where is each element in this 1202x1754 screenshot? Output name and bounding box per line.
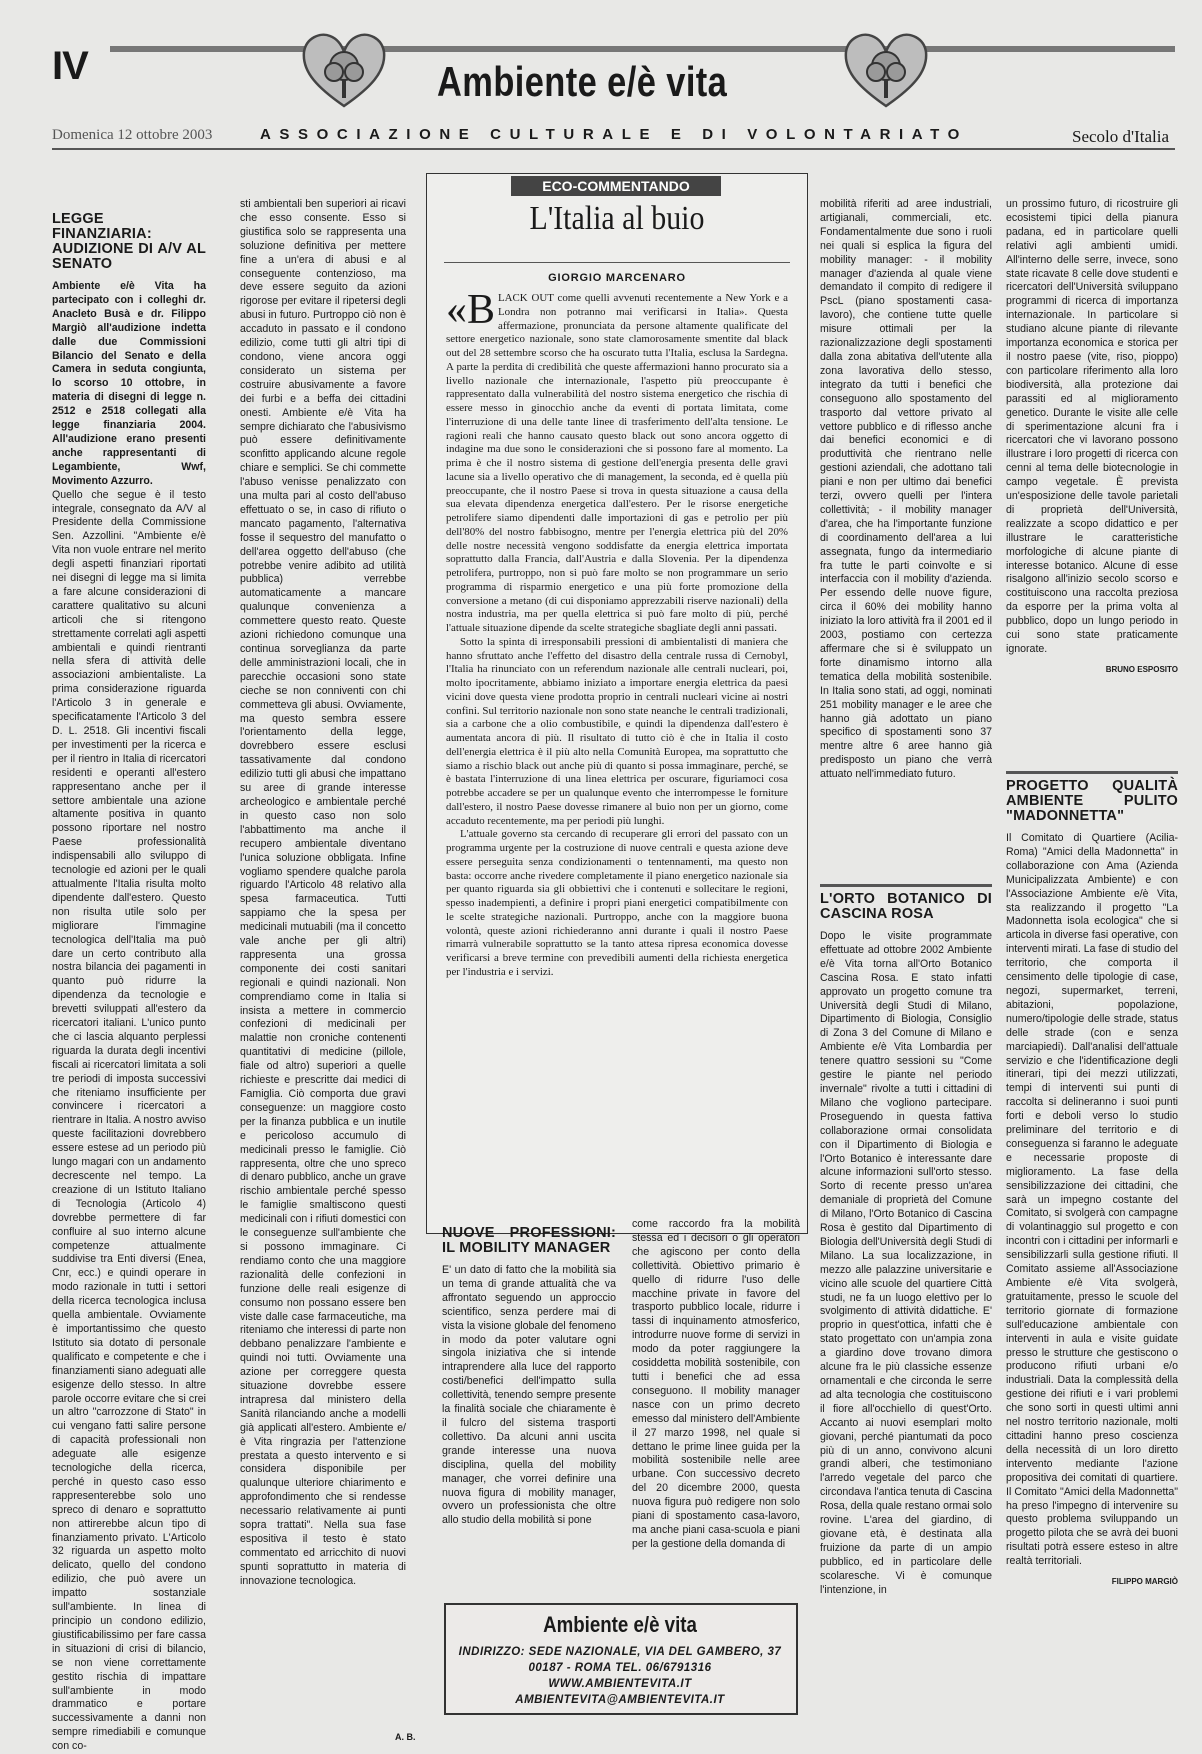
madonnetta-signature: FILIPPO MARGIÒ xyxy=(1111,1577,1178,1587)
editorial-body xyxy=(446,287,788,1227)
mobility-col-right xyxy=(820,198,992,878)
editorial-paragraph-3: L'attuale governo sta cercando di recuperare gli errori del passato con un programma urgente per la costruzione di nuove centrali e questa azione deve essere perseguita senza condizionamenti o tentennamenti, ma questo non basta: occorre anche rivedere completamente il piano energetico nazionale sia per quanto riguarda sia gli obbiettivi che i contenuti e sollecitare le regioni, spesso inadempienti, a definire i propri piani energetici compatibilmente con le scelte strategiche nazionali. Purtroppo, anche con la maggiore buona volontà, queste azioni richiederanno anni durante i quali il nostro Paese rimarrà vulnerabile soprattutto se la tanto attesa ripresa economica dovesse verificarsi a breve termine con prevedibili aumenti della richiesta energetica per l'industria e i servizi. xyxy=(446,828,788,978)
section-tag: ECO-COMMENTANDO xyxy=(511,176,721,196)
section-rule xyxy=(820,884,992,887)
contact-website[interactable]: WWW.AMBIENTEVITA.IT xyxy=(548,1678,692,1690)
mobility-col-mid xyxy=(632,1218,800,1598)
header-bottom-rule xyxy=(52,148,1175,150)
orto-continued-column xyxy=(1006,198,1178,766)
page-number: IV xyxy=(52,44,88,88)
mobility-body-1: E' un dato di fatto che la mobilità sia un tema di grande attualità che va affrontato seguendo un approccio scientifico, senza perdere mai di vista la visione globale del fenomeno in modo da poter valutare ogni singola iniziativa che si intende intraprendere alla luce del rapporto costi/benefici dell'impatto sulla collettività, tenendo sempre presente la finalità sociale che chiaramente è il fulcro del sistema trasporti collettivo. Da alcuni anni uscita grande interesse una nuova disciplina, quella del mobility manager, che vorrei definire una nuova figura di mobility manager, ovvero un professionista che oltre allo studio della mobilità si pone xyxy=(442,1264,616,1527)
article-legge-col1 xyxy=(52,211,206,1753)
orto-body: Dopo le visite programmate effettuate ad ottobre 2002 Ambiente e/è Vita torna all'Orto Botanico Cascina Rosa. E stato infatti approvato un progetto comune tra Università degli Studi di Milano, Dipartimento di Biologia, Consiglio di Zona 3 del Comune di Milano e Ambiente e/è Vita Lombardia per tenere quattro sessioni su "Come gestire le piante nel periodo invernale" rivolte a tutti i cittadini di Milano che vogliono partecipare. Proseguendo in questa fattiva collaborazione ormai consolidata con il Dipartimento di Biologia e l'Orto Botanico è interessante dare alcune informazioni sull'orto stesso. Sorto di recente presso un'area demaniale di proprietà del Comune di Milano, l'Orto Botanico di Cascina Rosa è gestito dal Dipartimento di Biologia dell'Università degli Studi di Milano. La sua localizzazione, in mezzo alle palazzine universitarie e vicino alle scuole del quartiere Città studi, ne fa un luogo elettivo per lo svolgimento di attività didattiche. E' proprio in quest'ottica, infatti che è stato progettato con un'ampia zona a giardino dove trovano dimora alcune fra le più classiche essenze ornamentali e che circonda le serre ad alta tecnologia che costituiscono il fiore all'occhiello di quest'Orto. Accanto ai nuovi esemplari molto giovani, perché piantumati da poco più di un anno, convivono alcuni grandi alberi, che testimoniano l'arredo vegetale del parco che circondava l'antica tenuta di Cascina Rosa, della quale restano ormai solo rovine. L'area del giardino, di giovane età, è destinata alla fruizione da parte di un ampio pubblico, ed in particolare delle scolaresche. Vi è comunque l'intenzione, in xyxy=(820,930,992,1596)
editorial-title: L'Italia al buio xyxy=(529,200,705,237)
contact-box-title: Ambiente e/è vita xyxy=(543,1612,697,1637)
orto-signature: BRUNO ESPOSITO xyxy=(1105,664,1178,674)
article-intro: Ambiente e/è Vita ha partecipato con i colleghi dr. Anacleto Busà e dr. Filippo Margiò all'audizione indetta dalle due Commissioni Bilancio del Senato e della Camera in seduta congiunta, lo scorso 10 ottobre, in materia di disegni di legge n. 2512 e 2518 collegati alla legge finanziaria 2004. All'audizione erano presenti anche rappresentanti di Legambiente, Wwf, Movimento Azzurro. xyxy=(52,280,206,487)
contact-phone: 00187 - ROMA TEL. 06/6791316 xyxy=(528,1662,712,1674)
article-legge-col2 xyxy=(240,198,406,1728)
heart-tree-logo-right xyxy=(840,28,932,114)
section-rule-2 xyxy=(1006,771,1178,774)
heart-tree-logo-left xyxy=(298,28,390,114)
mobility-body-2: come raccordo fra la mobilità stessa ed i decisori o gli operatori che agiscono per conto della collettività. Obiettivo primario è quello di ridurre l'uso delle macchine private in favore del trasporto pubblico locale, ridurre i tassi di inquinamento atmosferico, introdurre nuove forme di servizi in modo da poter raggiungere la cosiddetta mobilità sostenibile, con tutti i benefici che ad essa conseguono. Il mobility manager nasce con un primo decreto emesso dal ministero dell'Ambiente il 27 marzo 1998, nel quale si dettano le prime linee guida per la mobilità sostenibile nelle aree urbane. Con successivo decreto del 20 dicembre 2000, questa nuova figura può redigere non solo piani di spostamento casa-lavoro, ma anche piani casa-scuola e piani per la gestione della domanda di xyxy=(632,1218,800,1550)
madonnetta-heading: PROGETTO QUALITÀ AMBIENTE PULITO "MADONNETTA" xyxy=(1006,778,1178,824)
article-signature: A. B. xyxy=(395,1732,416,1742)
orto-heading: L'ORTO BOTANICO DI CASCINA ROSA xyxy=(820,891,992,922)
masthead-title: Ambiente e/è vita xyxy=(437,58,728,105)
editorial-paragraph-1: LACK OUT come quelli avvenuti recentemente a New York e a Londra non potranno mai verificarsi in Italia». Questa affermazione, pronunciata da persone altamente qualificate del settore energetico nazionale, sono state clamorosamente smentite dal black out del 28 settembre scorso che ha oscurato tutta l'Italia, esclusa la Sardegna. A parte la perdita di credibilità che queste affermazioni hanno procurato sia a livello nazionale che internazionale, l'aspetto più preoccupante è rappresentato dalla vulnerabilità del nostro sistema energetico che rischia di essere messo in ginocchio anche da eventi di portata limitata, come l'interruzione di una delle tante linee di trasferimento dell'alta tensione. Le ragioni reali che hanno causato questo black out sono ancora oggetto di indagine ma due sono le considerazioni che si possono fare al momento. La prima è che il nostro sistema di gestione dell'energia presenta delle gravi lacune sia a livello operativo che di management, la seconda, ed è quella più preoccupante, che il nostro Paese si trova in questa situazione a causa della sua elevata dipendenza energetica dall'estero. Per le risorse energetiche petrolifere siamo dipendenti dalle importazioni di gas e petrolio per più dell'80% del nostro fabbisogno, mentre per l'energia elettrica più del 20% delle nostre necessità vengono soddisfatte da energia elettrica importata soprattutto dalla Francia, dall'Austria e dalla Slovenia. Per la dipendenza petrolifera, purtroppo, non si può fare molto se non programmare un serio programma di risparmio energetico e una più forte promozione della conversione a metano (di cui disponiamo apprezzabili riserve nazionali) della nostra industria, ma per quella elettrica si può fare molto di più, perché l'attuale situazione dipende da scelte strategiche sbagliate degli anni passati. xyxy=(446,292,788,634)
header-rule xyxy=(110,46,1175,52)
contact-email[interactable]: AMBIENTEVITA@AMBIENTEVITA.IT xyxy=(515,1694,725,1706)
orto-column xyxy=(820,892,992,1740)
editorial-paragraph-2: Sotto la spinta di irresponsabili pressioni di ambientalisti di maniera che hanno sfruttato anche l'effetto del disastro della centrale russa di Cernobyl, l'Italia ha rinunciato con un referendum nazionale alle centrali nucleari, poi, molto ipocritamente, abbiamo iniziato a importare energia elettrica da paesi vicini dove questa viene prodotta proprio in centrali nucleari vicine ai nostri confini. Sul territorio nazionale non sono state neanche le centrali tradizionali, sia a carbone che a olio combustibile, e quindi la dipendenza dall'estero è aumentata ancora di più. Il risultato di tutto ciò è che in Italia il costo dell'energia elettrica è il più alto nella Comunità Europea, ma soprattutto che siamo a rischio black out anche più di quanto si possa immaginare, perché, se è bastata l'interruzione di una linea elettrica per oscurare, figuriamoci cosa potrebbe accadere se per un qualunque evento che interrompesse le forniture dall'estero, il nostro Paese dovesse rimanere al buio non per un giorno, come accaduto recentemente, ma per periodi più lunghi. xyxy=(446,635,788,827)
madonnetta-body: Il Comitato di Quartiere (Acilia-Roma) "Amici della Madonnetta" in collaborazione con Ama (Azienda Municipalizzata Ambiente) e con l'Associazione Ambiente e/è Vita, sta realizzando il progetto "La Madonnetta isola ecologica" che si articola in diverse fasi operative, con interventi mirati. La fase di studio del territorio, che comporta il censimento delle tipologie di case, negozi, supermarket, terreni, abitazioni, popolazione, numero/tipologie delle strade, status delle strade (con e senza marciapiedi). Dall'analisi dell'attuale servizio e che l'identificazione degli itinerari, tipi dei mezzi utilizzati, tempi di interventi sui punti di raccolta si delineranno i suoi punti forti e deboli verso lo studio preliminare del territorio e di conseguenza si faranno le adeguate e necessarie proposte di miglioramento. La fase della sensibilizzazione dei cittadini, che sarà un impegno costante del Comitato, si svolgerà con campagne di volantinaggio sul progetto e con incontri con i cittadini per informarli e sensibilizzarli sulla gestione rifiuti. Il Comitato assieme all'Associazione Ambiente e/è Vita svolgerà, gratuitamente, presso le scuole del territorio giornate di formazione sull'educazione ambientale con interventi in aula e visite guidate presso le strutture che gestiscono o producono rifiuti urbani e/o industriali. Data la complessità della gestione dei rifiuti e i vari problemi che sono sorti in questi ultimi anni nel nostro territorio nazionale, molti cittadini hanno preso coscienza della necessità di un loro diretto intervento mediante l'azione propositiva dei comitati di quartiere. Il Comitato "Amici della Madonnetta" ha preso l'impegno di intervenire su questo problema sviluppando un progetto pilota che se avrà dei buoni risultati potrà essere esteso in altre realtà territoriali. xyxy=(1006,832,1178,1568)
mobility-body-3: mobilità riferiti ad aree industriali, artigianali, commerciali, etc. Fondamentalmente due sono i ruoli nei quali si esplica la figura del mobility manager: - il mobility manager d'azienda al quale viene demandato il compito di redigere il PscL (piano spostamenti casa-lavoro), che contiene tutte quelle misure ottimali per la razionalizzazione degli spostamenti dalla zona abitativa dell'utente alla zona lavorativa dello stesso, integrato da tutti i benefici che conseguono allo spostamento del trasporto dal vettore privato al vettore pubblico e di riflesso anche dai benefici economici e di produttività che rientrano nelle gestioni aziendali, che adottano tali piani e non per ultimo dai benefici terzi, ovvero quelli per l'intera collettività; - il mobility manager d'area, che ha l'importante funzione di coordinamento dell'area a lui assegnata, fungo da intermediario fra tutte le parti coinvolte e si interfaccia con il mobility d'azienda. Per essendo delle nuove figure, circa il 60% dei mobility hanno iniziato la loro attività fra il 2001 ed il 2003, postiamo con certezza affermare che si è sviluppato un forte dinamismo intorno alla tematica della mobilità sostenibile. In Italia sono stati, ad oggi, nominati 251 mobility manager e le aree che hanno già adottato un piano specifico di spostamenti sono 37 mentre altre 6 aree hanno già predisposto un piano che verrà attuato nell'immediato futuro. xyxy=(820,198,992,781)
madonnetta-column xyxy=(1006,779,1178,1744)
editorial-author: GIORGIO MARCENARO xyxy=(548,272,686,284)
newspaper-name: Secolo d'Italia xyxy=(1072,127,1170,146)
mobility-heading: NUOVE PROFESSIONI: IL MOBILITY MANAGER xyxy=(442,1225,616,1256)
article-heading: LEGGE FINANZIARIA: AUDIZIONE DI A/V AL SENATO xyxy=(52,211,206,272)
article-body-continued: sti ambientali ben superiori ai ricavi che esso consente. Esso si giustifica solo se rappresenta una soluzione definitiva per mettere fine a un'era di abusi e al conseguente contenzioso, ma deve essere seguito da azioni rigorose per evitare il ripetersi degli abusi in futuro. Purtroppo ciò non è accaduto in passato e il condono edilizio, come tutti gli altri tipi di condono, viene ancora oggi considerato un sistema per costruire abusivamente a favore dei furbi e a beffa dei cittadini onesti. Ambiente e/è Vita ha sempre dichiarato che l'abusivismo può essere definitivamente sconfitto applicando alcune regole chiare e semplici. Se chi commette l'abuso venisse penalizzato con una multa pari al costo dell'abuso effettuato o se, in caso di rifiuto o mancato pagamento, l'alternativa fosse il sequestro del manufatto o dell'area oggetto dell'abuso (che potrebbe venire adibito ad utilità pubblica) verrebbe automaticamente a mancare qualunque convenienza a commettere questo reato. Queste azioni richiedono comunque una continua sorveglianza da parte delle amministrazioni locali, che in parecchie occasioni sono state cieche se non conniventi con chi commetteva gli abusi. Ovviamente, ma questo sembra essere l'orientamento della legge, dovrebbero essere esclusi tassativamente dal condono edilizio tutti gli abusi che impattano su aree di grande interesse archeologico e ambientale perché in questo caso non solo l'abbattimento ma anche il recupero ambientale diventano l'unica soluzione obbligata. Infine vogliamo spendere qualche parola riguardo l'Articolo 48 relativo alla spesa farmaceutica. Tutti sappiamo che la spesa per medicinali mutuabili (ma il concetto vale anche per gli altri) rappresenta una grossa componente dei costi sanitari regionali e quindi nazionali. Non comprendiamo come in Italia si insista a mettere in commercio confezioni di medicinali per malattie non croniche contenenti quantitativi di medicine (pillole, fiale od altro) superiori a quelle richieste e prescritte dai medici di Famiglia. Ciò comporta due gravi conseguenze: un maggiore costo per la finanza pubblica e un inutile e pericoloso accumulo di medicinali presso le famiglie. Ciò rappresenta, oltre che uno spreco di denaro pubblico, anche un grave rischio ambientale perché spesso le famiglie smaltiscono questi medicinali con i rifiuti domestici con le conseguenze sull'ambiente che si possono immaginare. Ci rendiamo conto che una maggiore razionalità delle confezioni in funzione delle reali esigenze di consumo non possano essere ben viste dalle case farmaceutiche, ma riteniamo che interessi di parte non debbano penalizzare l'ambiente e quindi noi tutti. Ovviamente una azione per correggere questa situazione dovrebbe essere intrapresa dal ministero della Sanità rilanciando anche a modelli già applicati all'estero. Ambiente e/è Vita ringrazia per l'attenzione prestata a questo intervento e si considera disponibile per qualunque ulteriore chiarimento e approfondimento che si rendesse necessario relativamente ai punti sopra trattati". Nella sua fase espositiva il testo è stato commentato ed arricchito di nuovi spunti soprattutto in materia di innovazione tecnologica. xyxy=(240,198,406,1587)
association-banner: ASSOCIAZIONE CULTURALE E DI VOLONTARIATO xyxy=(260,126,968,143)
contact-address: INDIRIZZO: SEDE NAZIONALE, VIA DEL GAMBERO, 37 xyxy=(458,1646,782,1658)
orto-body-continued: un prossimo futuro, di ricostruire gli ecosistemi tipici della pianura padana, ed in particolare quelli relativi agli ambienti umidi. All'interno delle serre, invece, sono state ricavate 8 celle dove studenti e ricercatori dell'Università sviluppano programmi di ricerca di importanza internazionale. In particolare si studiano alcune piante di rilevante importanza economica e storica per il nostro paese (vite, riso, pioppo) con particolare riferimento alla loro biodiversità, alla protezione dai parassiti ed al miglioramento genetico. Durante le visite alle celle di sperimentazione alcuni fra i ricercatori che vi lavorano possono illustrare i loro progetti di ricerca con cenni al tema delle biotecnologie in campo vegetale. È prevista un'esposizione delle tavole parietali di proprietà dell'Università, realizzate a scopo didattico e per illustrare le caratteristiche morfologiche di alcune piante di interesse botanico. Alcune di esse risalgono all'inizio secolo scorso e costituiscono una raccolta preziosa da esporre per la prima volta al pubblico, dopo un lungo periodo in cui sono state praticamente ignorate. xyxy=(1006,198,1178,655)
dateline: Domenica 12 ottobre 2003 xyxy=(52,127,213,143)
article-body: Quello che segue è il testo integrale, consegnato da A/V al Presidente della Commissione Sen. Azzollini. "Ambiente e/è Vita non vuole entrare nel merito degli aspetti finanziari riportati nei disegni di legge ma si limita a fare alcune considerazioni di carattere qualitativo su alcuni articoli che si ritengono strettamente correlati agli aspetti ambientali e quindi rientranti nella sfera di attività delle associazioni ambientaliste. La prima considerazione riguarda l'Articolo 3 in generale e specificatamente l'Articolo 3 del D. L. 2518. Gli incentivi fiscali per investimenti per la ricerca e per il rientro in Italia di ricercatori residenti e operanti all'estero rappresentano anche per il settore ambientale una azione altamente positiva in quanto possono riportare nel nostro Paese professionalità indispensabili allo sviluppo di tecnologie ed azioni per le quali attualmente l'Italia risulta molto dipendente dall'estero. Questo non risulta utile solo per migliorare l'immagine tecnologica dell'Italia ma può dare un certo contributo alla nostra bilancia dei pagamenti in quanto può ridurre la dipendenza da tecnologie e brevetti sviluppati all'estero da ricercatori italiani. L'unico punto che ci lascia alquanto perplessi riguarda la durata degli incentivi fiscali ai ricercatori limitata a soli tre periodi di imposta successivi che riteniamo insufficiente per convincere i ricercatori a rientrare in Italia. A nostro avviso queste facilitazioni dovrebbero essere estese ad un periodo più lungo magari con un andamento decrescente nel tempo. La creazione di un Istituto Italiano di Tecnologia (Articolo 4) dovrebbe permettere di far confluire al suo interno alcune competenze attualmente suddivise tra Enti diversi (Enea, Cnr, ecc.) e quindi operare in modo razionale in tutti i settori della ricerca tecnologica inclusa quella ambientale. Ovviamente è importantissimo che questo Istituto sia dotato di personale qualificato e competente e che i finanziamenti siano adeguati alle esigenze dello stesso. In altre parole occorre evitare che si crei un altro "carrozzone di Stato" in cui vengano fatti salire persone di capacità professionali non adeguate alle esigenze tecnologiche della ricerca, perché in questo caso esso rappresenterebbe solo uno spreco di denaro e soprattutto non attirerebbe alcun tipo di finanziamento privato. L'Articolo 32 riguarda un aspetto molto delicato, quello del condono edilizio, che può avere un impatto sostanziale sull'ambiente. In linea di principio un condono edilizio, giustificabilissimo per fare cassa in situazioni di crisi di bilancio, se non viene correttamente gestito rischia di impattare sull'ambiente in modo drammatico e portare successivamente a danni non sempre rimediabili e comunque con co- xyxy=(52,488,206,1753)
mobility-col-left xyxy=(442,1226,616,1598)
title-rule xyxy=(444,262,790,263)
drop-cap: «B xyxy=(446,287,496,333)
